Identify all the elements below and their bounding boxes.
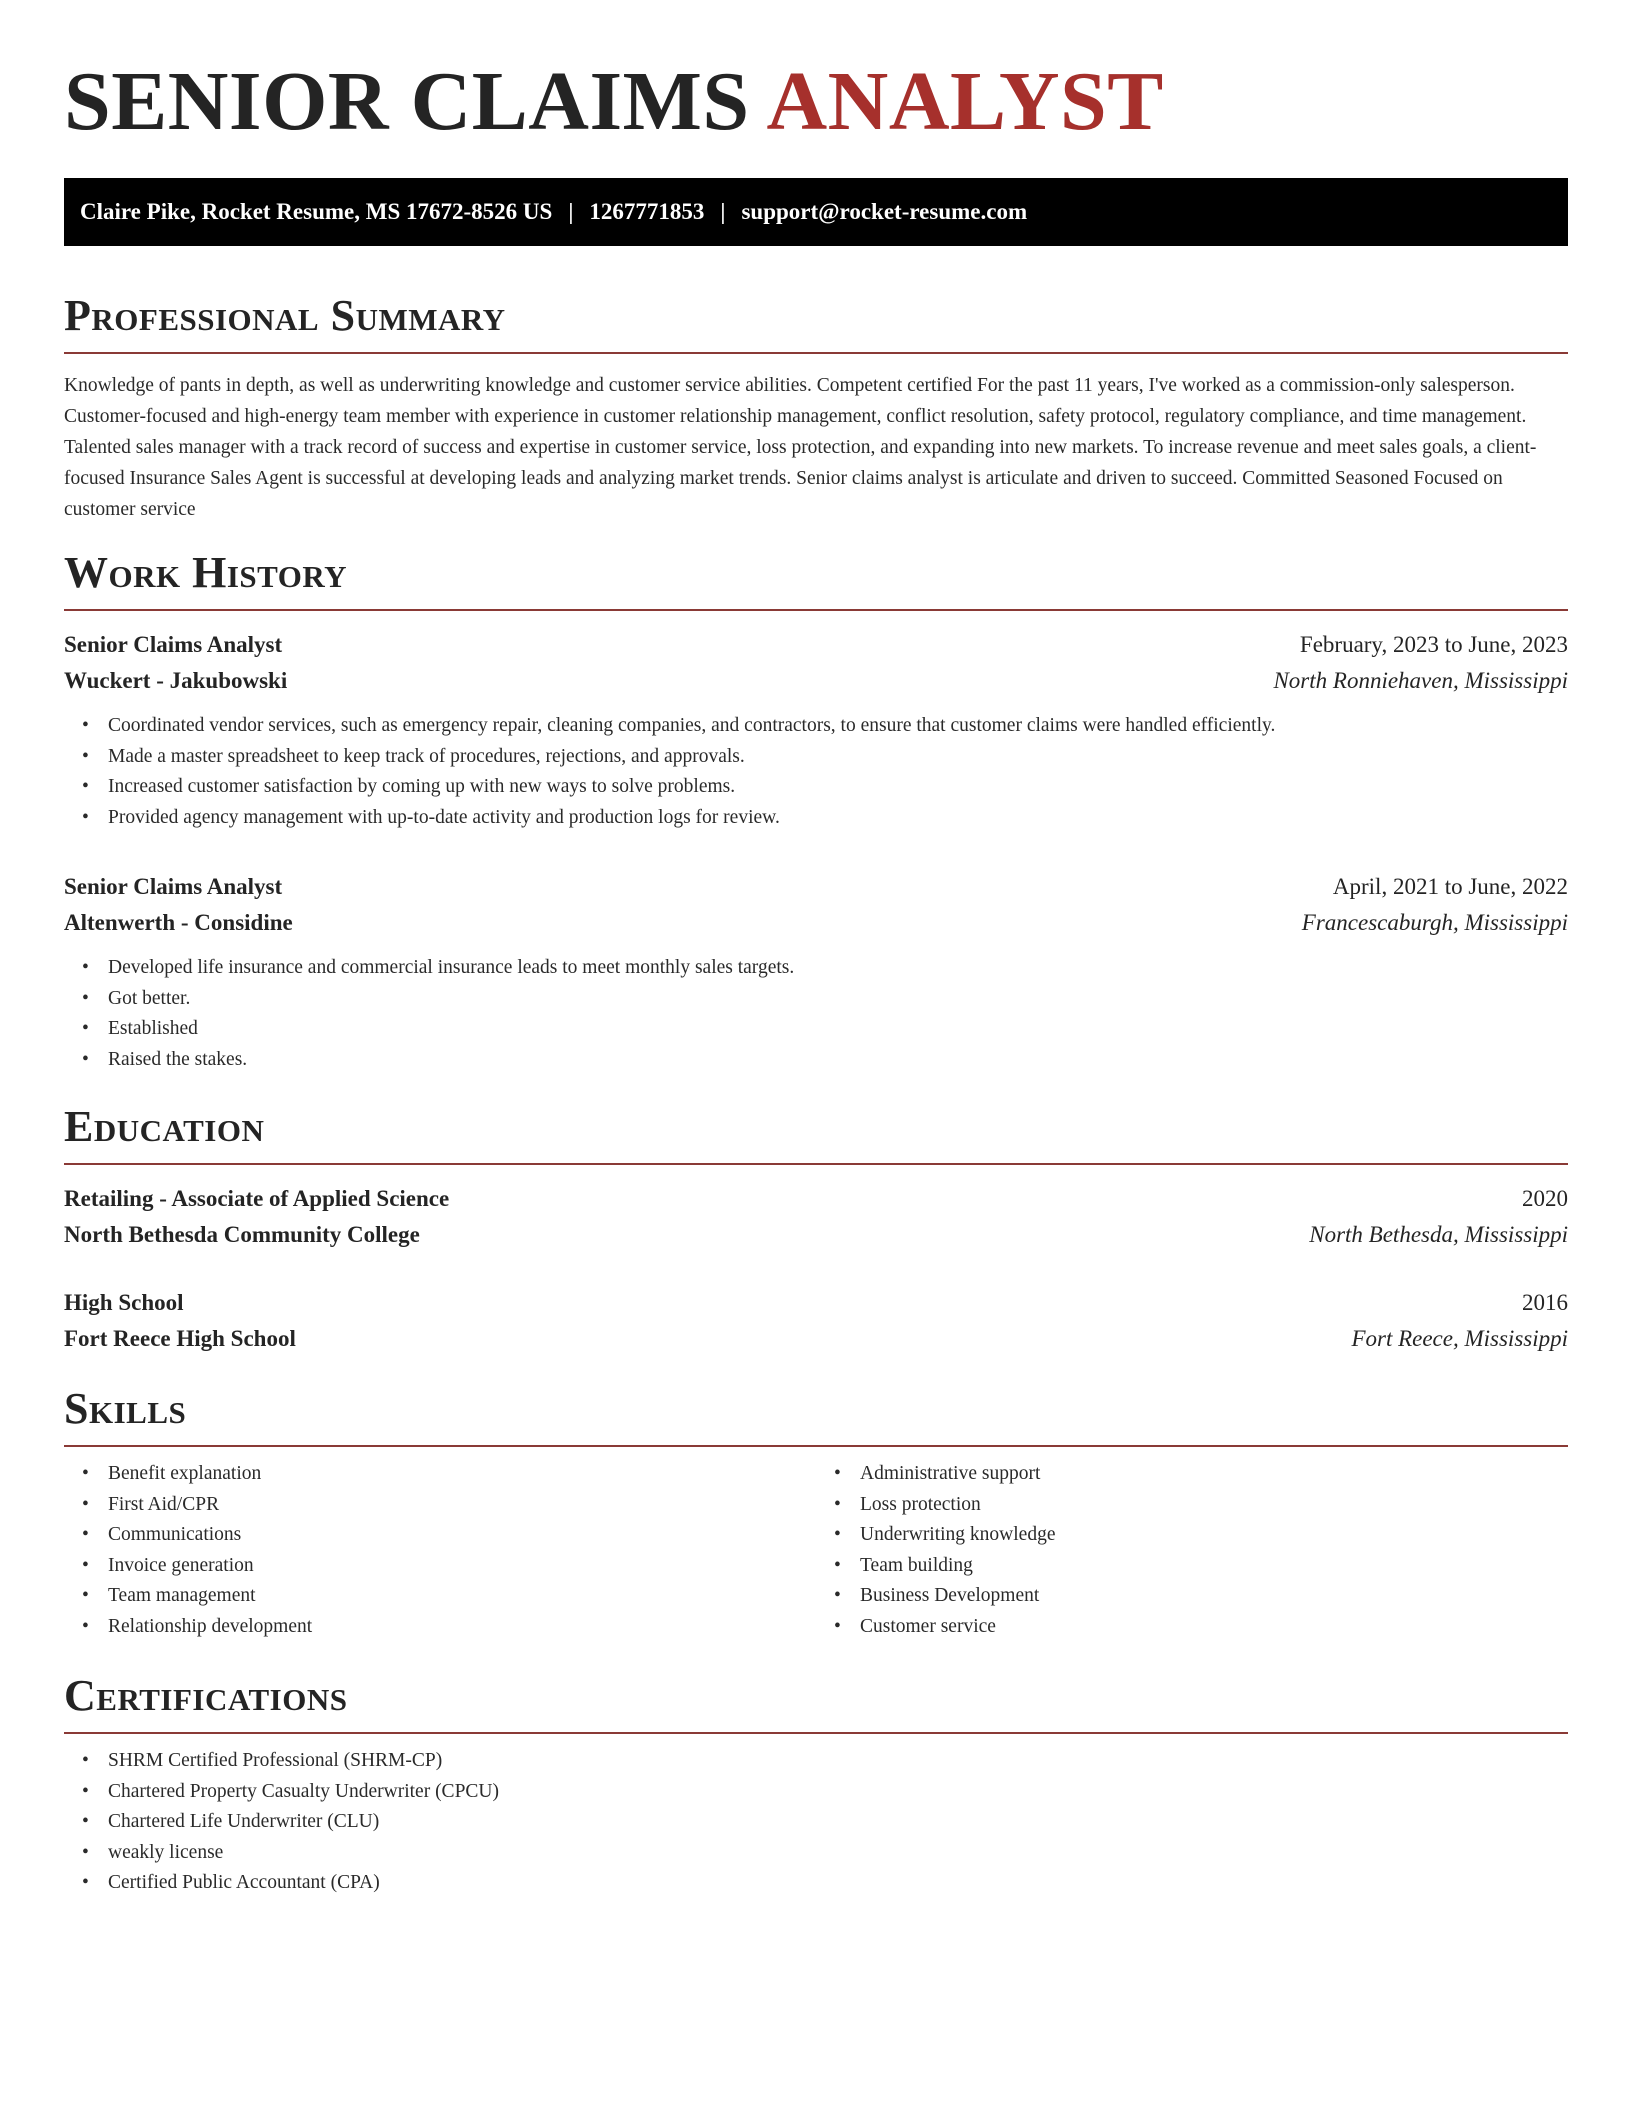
certifications-list xyxy=(64,1746,1568,1899)
job-location: Francescaburgh, Mississippi xyxy=(1301,910,1568,935)
job-company: Wuckert - Jakubowski xyxy=(64,668,288,693)
certification-item: • Chartered Property Casualty Underwriter (CPCU) xyxy=(108,1777,1568,1808)
section-divider xyxy=(64,1732,1568,1734)
skill-item: • Business Development xyxy=(860,1581,1568,1612)
skill-item: • First Aid/CPR xyxy=(108,1490,816,1521)
education-school-row xyxy=(64,1321,1568,1357)
skills-grid xyxy=(64,1459,1568,1642)
job-bullet: • Provided agency management with up-to-date activity and production logs for review. xyxy=(108,803,1568,834)
education-heading: Education xyxy=(64,1102,265,1151)
skill-item: • Team building xyxy=(860,1551,1568,1582)
contact-address: Claire Pike, Rocket Resume, MS 17672-8526 US xyxy=(80,199,553,224)
job-title: Senior Claims Analyst xyxy=(64,874,283,899)
summary-section xyxy=(64,290,1568,525)
certifications-section xyxy=(64,1670,1568,1899)
education-entry xyxy=(64,1285,1568,1357)
education-location: Fort Reece, Mississippi xyxy=(1351,1326,1568,1351)
job-bullet: • Got better. xyxy=(108,984,1568,1015)
skill-item: • Invoice generation xyxy=(108,1551,816,1582)
summary-heading: Professional Summary xyxy=(64,291,506,340)
job-bullet: • Raised the stakes. xyxy=(108,1045,1568,1076)
certifications-heading: Certifications xyxy=(64,1671,348,1720)
job-entry xyxy=(64,869,1568,1075)
summary-text: Knowledge of pants in depth, as well as underwriting knowledge and customer service abilities. Competent certified For the past 11 years, I've worked as a commission-only salesperson. Customer-focused and high-energy team member with experience in customer relationship management, conflict resolution, safety protocol, regulatory compliance, and time management. Talented sales manager with a track record of success and expertise in customer service, loss protection, and expanding into new markets. To increase revenue and meet sales goals, a client-focused Insurance Sales Agent is successful at developing leads and analyzing market trends. Senior claims analyst is articulate and driven to succeed. Committed Seasoned Focused on customer service xyxy=(64,375,1537,520)
job-company-row xyxy=(64,905,1568,941)
certification-item: • SHRM Certified Professional (SHRM-CP) xyxy=(108,1746,1568,1777)
job-header-row xyxy=(64,627,1568,663)
education-school-row xyxy=(64,1217,1568,1253)
skill-item: • Team management xyxy=(108,1581,816,1612)
job-bullet: • Made a master spreadsheet to keep track of procedures, rejections, and approvals. xyxy=(108,742,1568,773)
job-bullets xyxy=(64,953,1568,1075)
job-bullet: • Coordinated vendor services, such as emergency repair, cleaning companies, and contractors, to ensure that customer claims were handled efficiently. xyxy=(108,711,1568,742)
title-accent: ANALYST xyxy=(766,55,1164,148)
work-section xyxy=(64,547,1568,1075)
certification-item: • weakly license xyxy=(108,1838,1568,1869)
skill-item: • Benefit explanation xyxy=(108,1459,816,1490)
education-school: North Bethesda Community College xyxy=(64,1222,420,1247)
section-divider xyxy=(64,1445,1568,1447)
certification-item: • Certified Public Accountant (CPA) xyxy=(108,1868,1568,1899)
title-main: SENIOR CLAIMS xyxy=(64,55,750,148)
education-entry xyxy=(64,1181,1568,1253)
contact-separator: | xyxy=(568,199,574,224)
skills-list-right xyxy=(816,1459,1568,1642)
job-company-row xyxy=(64,663,1568,699)
section-divider xyxy=(64,1163,1568,1165)
job-title: Senior Claims Analyst xyxy=(64,632,283,657)
contact-email: support@rocket-resume.com xyxy=(741,199,1028,224)
education-degree: High School xyxy=(64,1290,184,1315)
skills-section xyxy=(64,1383,1568,1642)
skill-item: • Customer service xyxy=(860,1612,1568,1643)
skills-list-left xyxy=(64,1459,816,1642)
skill-item: • Administrative support xyxy=(860,1459,1568,1490)
job-location: North Ronniehaven, Mississippi xyxy=(1273,668,1568,693)
certification-item: • Chartered Life Underwriter (CLU) xyxy=(108,1807,1568,1838)
contact-bar xyxy=(64,178,1568,246)
education-year: 2020 xyxy=(1522,1186,1568,1211)
skill-item: • Relationship development xyxy=(108,1612,816,1643)
work-heading: Work History xyxy=(64,548,348,597)
job-bullet: • Established xyxy=(108,1014,1568,1045)
page-title xyxy=(64,0,1568,150)
contact-phone: 1267771853 xyxy=(589,199,705,224)
skill-item: • Underwriting knowledge xyxy=(860,1520,1568,1551)
job-bullet: • Increased customer satisfaction by coming up with new ways to solve problems. xyxy=(108,772,1568,803)
section-divider xyxy=(64,609,1568,611)
job-entry xyxy=(64,627,1568,833)
job-dates: April, 2021 to June, 2022 xyxy=(1332,874,1568,899)
skill-item: • Communications xyxy=(108,1520,816,1551)
education-section xyxy=(64,1101,1568,1357)
job-bullets xyxy=(64,711,1568,833)
education-degree: Retailing - Associate of Applied Science xyxy=(64,1186,450,1211)
contact-separator: | xyxy=(720,199,726,224)
section-divider xyxy=(64,352,1568,354)
education-year: 2016 xyxy=(1522,1290,1568,1315)
job-header-row xyxy=(64,869,1568,905)
job-bullet: • Developed life insurance and commercial insurance leads to meet monthly sales targets. xyxy=(108,953,1568,984)
education-location: North Bethesda, Mississippi xyxy=(1309,1222,1568,1247)
education-degree-row xyxy=(64,1181,1568,1217)
education-school: Fort Reece High School xyxy=(64,1326,296,1351)
education-degree-row xyxy=(64,1285,1568,1321)
job-company: Altenwerth - Considine xyxy=(64,910,293,935)
skill-item: • Loss protection xyxy=(860,1490,1568,1521)
skills-heading: Skills xyxy=(64,1384,187,1433)
job-dates: February, 2023 to June, 2023 xyxy=(1299,632,1568,657)
